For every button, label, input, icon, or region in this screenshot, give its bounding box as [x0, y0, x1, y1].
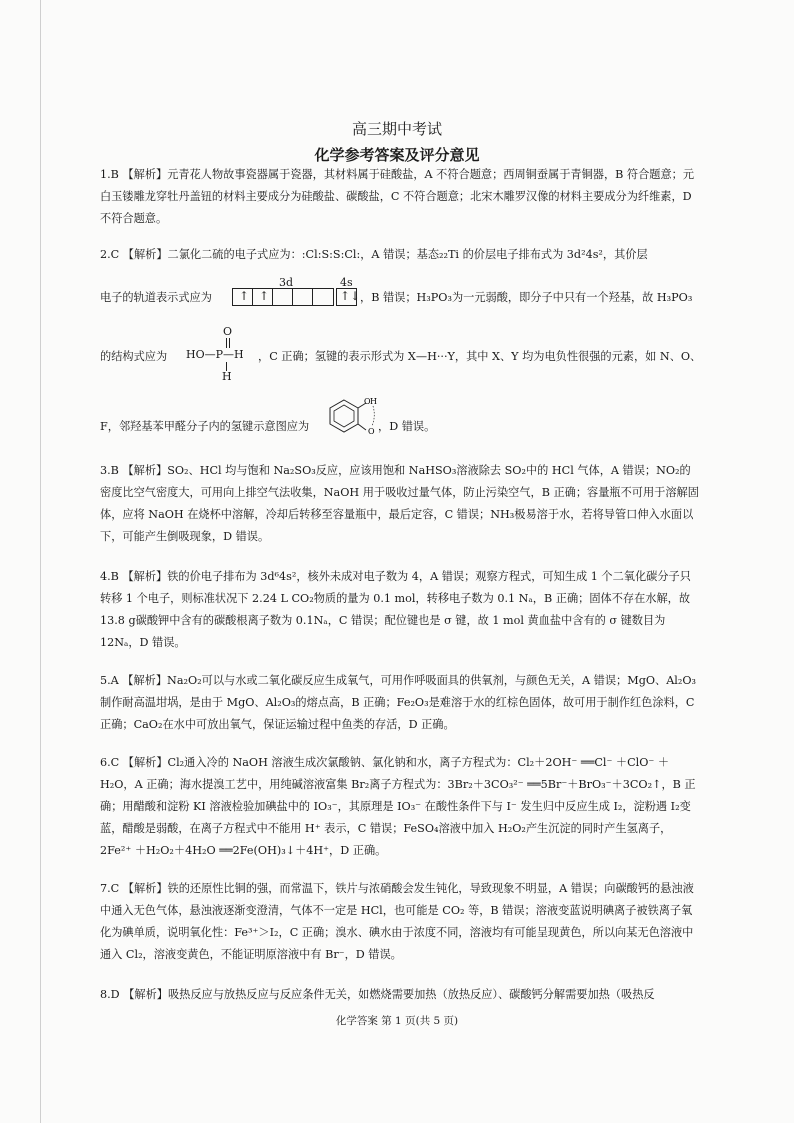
svg-text:H: H — [370, 397, 377, 406]
orbital-diagram-3d: ↑ ↑ — [232, 288, 334, 306]
svg-text:O: O — [364, 397, 371, 406]
answer-key-title: 化学参考答案及评分意见 — [314, 146, 480, 164]
structure-hydrogen: H — [222, 370, 232, 383]
double-bond — [226, 338, 230, 348]
answer-2-line-3b: ，C 正确；氢键的表示形式为 X—H···Y，其中 X、Y 均为电负性很强的元素，如 N、O、 — [258, 350, 702, 363]
orbital-label-4s: 4s — [340, 276, 353, 289]
svg-text:O: O — [368, 427, 375, 436]
answer-8: 8.D 【解析】吸热反应与放热反应与反应条件无关，如燃烧需要加热（放热反应）、碳酸钙分解需要加热（吸热反 — [100, 988, 655, 1001]
answer-2-line-3a: 的结构式应为 — [100, 350, 168, 363]
answer-2-line-4a: F，邻羟基苯甲醛分子内的氢键示意图应为 — [100, 420, 310, 433]
answer-1: 1.B 【解析】元青花人物故事瓷器属于瓷器，其材料属于硅酸盐，A 不符合题意；西周铜蚕属于青铜器，B 符合题意；元白玉镂雕龙穿牡丹盖钮的材料主要成分为硅酸盐、碳酸盐，C 不符合题意；北宋木雕罗汉像的材料主要成分为纤维素，D 不符合题意。 — [100, 168, 695, 225]
answer-2-line-1: 2.C 【解析】二氯化二硫的电子式应为：:Cl:S:S:Cl:，A 错误；基态₂₂Ti 的价层电子排布式为 3d²4s²，其价层 — [100, 248, 648, 261]
structure-oxygen: O — [223, 325, 233, 338]
answer-4: 4.B 【解析】铁的价电子排布为 3d⁶4s²，核外未成对电子数为 4，A 错误；观察方程式，可知生成 1 个二氧化碳分子只转移 1 个电子，则标准状况下 2.24 L CO₂物质的量为 0.1 mol，转移电子数为 0.1 Nₐ，B 正确；固体不存在水解，故13.8 g碳酸钾中含有的碳酸根离子数为 0.1Nₐ，C 错误；配位键也是 σ 键，故 1 mol 黄血盐中含有的 σ 键数目为 12Nₐ，D 错误。 — [100, 570, 691, 649]
answer-3: 3.B 【解析】SO₂、HCl 均与饱和 Na₂SO₃反应，应该用饱和 NaHSO₃溶液除去 SO₂中的 HCl 气体，A 错误；NO₂的密度比空气密度大，可用向上排空气法收集，NaOH 用于吸收过量气体，防止污染空气，B 正确；容量瓶不可用于溶解固体，应将 NaOH 在烧杯中溶解，冷却后转移至容量瓶中，最后定容，C 错误；NH₃极易溶于水，若将导管口伸入水面以下，可能产生倒吸现象，D 错误。 — [100, 464, 699, 543]
answer-7: 7.C 【解析】铁的还原性比铜的强，而常温下，铁片与浓硝酸会发生钝化，导致现象不明显，A 错误；向碳酸钙的悬浊液中通入无色气体，悬浊液逐渐变澄清，气体不一定是 HCl，也可能是 CO₂ 等，B 错误；溶液变蓝说明碘离子被铁离子氧化为碘单质，说明氧化性：Fe³⁺＞I₂，C 正确；溴水、碘水由于浓度不同，溶液均有可能呈现黄色，所以向某无色溶液中通入 Cl₂，溶液变黄色，不能证明原溶液中有 Br⁻，D 错误。 — [100, 882, 694, 961]
orbital-diagram-4s: ↑↓ — [336, 288, 357, 306]
page-edge-line — [40, 0, 41, 1123]
answer-2-line-2b: ，B 错误；H₃PO₃为一元弱酸，即分子中只有一个羟基，故 H₃PO₃ — [360, 291, 693, 304]
answer-6: 6.C 【解析】Cl₂通入冷的 NaOH 溶液生成次氯酸钠、氯化钠和水，离子方程式为：Cl₂＋2OH⁻ ══Cl⁻ ＋ClO⁻ ＋H₂O，A 正确；海水提溴工艺中，用纯碱溶液富集 Br₂离子方程式为：3Br₂＋3CO₃²⁻ ══5Br⁻＋BrO₃⁻＋3CO₂↑，B 正确；用醋酸和淀粉 KI 溶液检验加碘盐中的 IO₃⁻，其原理是 IO₃⁻ 在酸性条件下与 I⁻ 发生归中反应生成 I₂，淀粉遇 I₂变蓝，醋酸是弱酸，在离子方程式中不能用 H⁺ 表示，C 错误；FeSO₄溶液中加入 H₂O₂产生沉淀的同时产生氢离子，2Fe²⁺ ＋H₂O₂＋4H₂O ══2Fe(OH)₃↓＋4H⁺，D 正确。 — [100, 756, 696, 857]
answer-5: 5.A 【解析】Na₂O₂可以与水或二氧化碳反应生成氧气，可用作呼吸面具的供氧剂，与颜色无关，A 错误；MgO、Al₂O₃制作耐高温坩埚，是由于 MgO、Al₂O₃的熔点高，B 正确；Fe₂O₃是难溶于水的红棕色固体，故可用于制作红色涂料，C 正确；CaO₂在水中可放出氧气，保证运输过程中鱼类的存活，D 正确。 — [100, 674, 697, 731]
answer-2-line-4b: ，D 错误。 — [378, 420, 436, 433]
exam-title: 高三期中考试 — [351, 120, 442, 138]
page-footer: 化学答案 第 1 页(共 5 页) — [335, 1015, 459, 1027]
answer-2-line-2a: 电子的轨道表示式应为 — [100, 291, 212, 304]
structure-main: HO—P—H — [186, 348, 244, 361]
salicylaldehyde-structure — [326, 396, 378, 442]
orbital-label-3d: 3d — [279, 276, 294, 289]
